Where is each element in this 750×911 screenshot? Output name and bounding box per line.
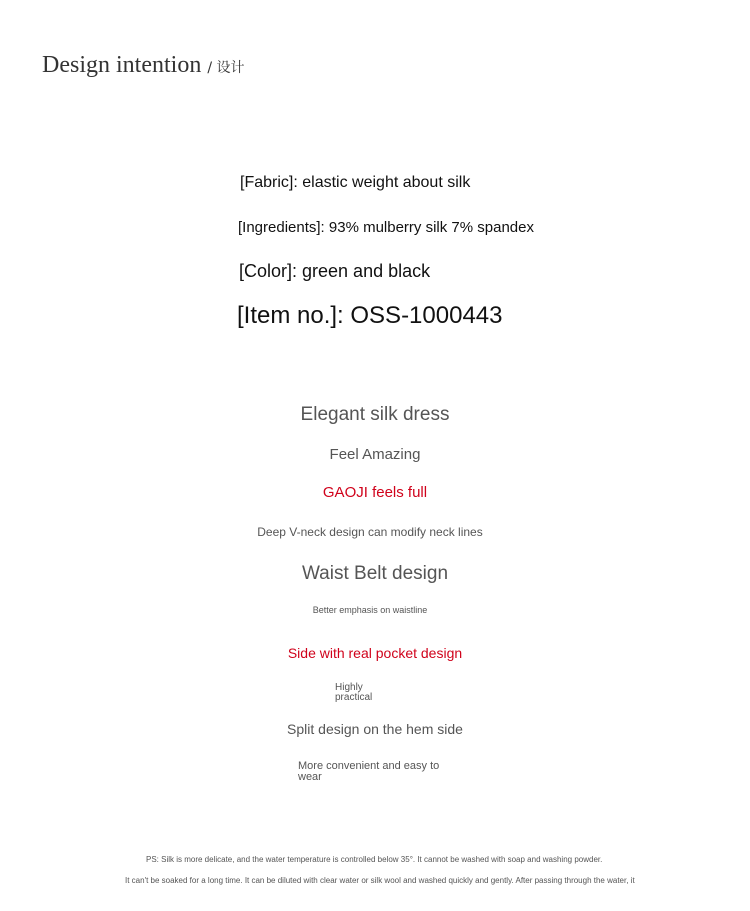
feature-belt: Waist Belt design [301, 563, 449, 584]
section-title-text: Design intention [42, 52, 202, 78]
spec-fabric: [Fabric]: elastic weight about silk [240, 174, 471, 191]
feature-gaoji: GAOJI feels full [322, 484, 428, 501]
feature-pocket: Side with real pocket design [287, 645, 463, 661]
feature-split-desc: More convenient and easy to wear [298, 760, 440, 783]
feature-pocket-desc: Highly practical [335, 682, 373, 703]
spec-color: [Color]: green and black [239, 261, 431, 281]
spec-item-no: [Item no.]: OSS-1000443 [237, 302, 503, 329]
spec-ingredients: [Ingredients]: 93% mulberry silk 7% spandex [238, 219, 534, 236]
care-note-line-1: PS: Silk is more delicate, and the water temperature is controlled below 35°. It cannot be washed with soap and washing powder. [146, 855, 603, 864]
feature-elegant: Elegant silk dress [300, 404, 450, 425]
care-note-line-2: It can't be soaked for a long time. It can be diluted with clear water or silk wool and washed quickly and gently. After passing through the water, it [125, 876, 635, 885]
feature-split: Split design on the hem side [287, 721, 463, 737]
section-title [42, 52, 245, 79]
feature-vneck: Deep V-neck design can modify neck lines [257, 525, 483, 539]
feature-belt-desc: Better emphasis on waistline [312, 605, 428, 615]
feature-feel: Feel Amazing [329, 446, 421, 463]
section-subtitle: / 设计 [207, 60, 245, 76]
